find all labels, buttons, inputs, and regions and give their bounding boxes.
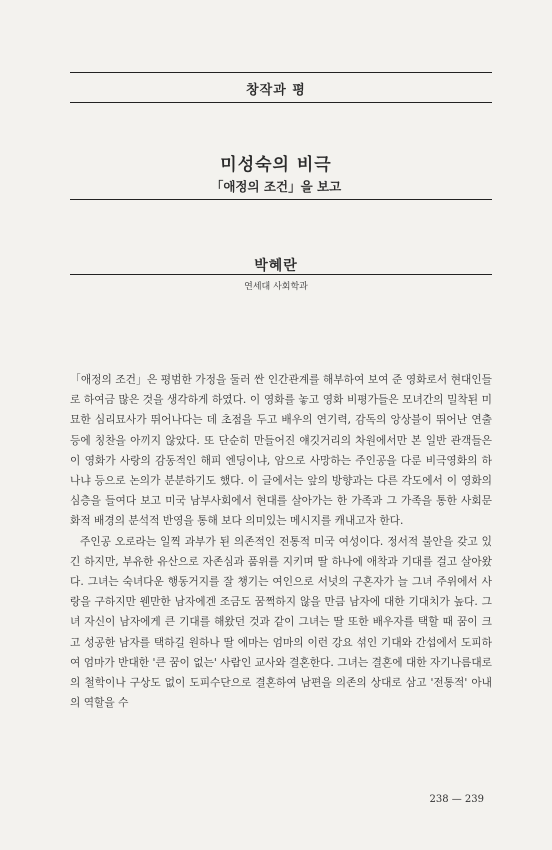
section-label: 창작과 평 (246, 83, 306, 98)
page-numbers: 238 — 239 (429, 794, 484, 805)
title-rule (70, 199, 492, 200)
body-paragraph: 「애정의 조건」은 평범한 가정을 둘러 싼 인간관계를 해부하여 보여 준 영화로서 현대인들로 하여금 많은 것을 생각하게 하였다. 이 영화를 놓고 영화 비평가들은 모녀간의 밀착된 미묘한 심리묘사가 뛰어나다는 데 초점을 두고 배우의 연기력, 감독의 앙상블이 뛰어난 연출 등에 칭찬을 아끼지 않았다. 또 단순히 만들어진 얘깃거리의 차원에서만 본 일반 관객들은 이 영화가 사랑의 감동적인 해피 엔딩이냐, 암으로 사망하는 주인공을 다룬 비극영화의 하나냐 등으로 논의가 분분하기도 했다. 이 글에서는 앞의 방향과는 다른 각도에서 이 영화의 심층을 들여다 보고 미국 남부사회에서 현대를 살아가는 한 가족과 그 가족을 통한 사회문화적 배경의 분석적 반영을 통해 보다 의미있는 메시지를 캐내고자 한다. (70, 373, 492, 528)
section-rule (70, 102, 492, 103)
article-title: 미성숙의 비극 (220, 155, 332, 175)
article-body (70, 370, 492, 713)
author-affiliation: 연세대 사회학과 (244, 282, 308, 292)
body-paragraph: 주인공 오로라는 일찍 과부가 된 의존적인 전통적 미국 여성이다. 정서적 불안을 갖고 있긴 하지만, 부유한 유산으로 자존심과 품위를 지키며 딸 하나에 애착과 기대를 걸고 살아왔다. 그녀는 숙녀다운 행동거지를 잘 챙기는 여인으로 서넛의 구혼자가 늘 그녀 주위에서 사랑을 구하지만 웬만한 남자에겐 조금도 꿈쩍하지 않을 만큼 남자에 대한 기대치가 높다. 그녀 자신이 남자에게 큰 기대를 해왔던 것과 같이 그녀는 딸 또한 배우자를 택할 때 꿈이 크고 성공한 남자를 택하길 원하나 딸 에마는 엄마의 이런 강요 섞인 기대와 간섭에서 도피하여 엄마가 반대한 '큰 꿈이 없는' 사람인 교사와 결혼한다. 그녀는 결혼에 대한 자기나름대로의 철학이나 구상도 없이 도피수단으로 결혼하여 남편을 의존의 상대로 삼고 '전통적' 아내의 역할을 수 (70, 534, 492, 710)
top-rule (70, 72, 492, 73)
author-rule (70, 274, 492, 275)
author-name: 박혜란 (254, 258, 298, 274)
article-subtitle: 「애정의 조건」을 보고 (210, 179, 342, 194)
